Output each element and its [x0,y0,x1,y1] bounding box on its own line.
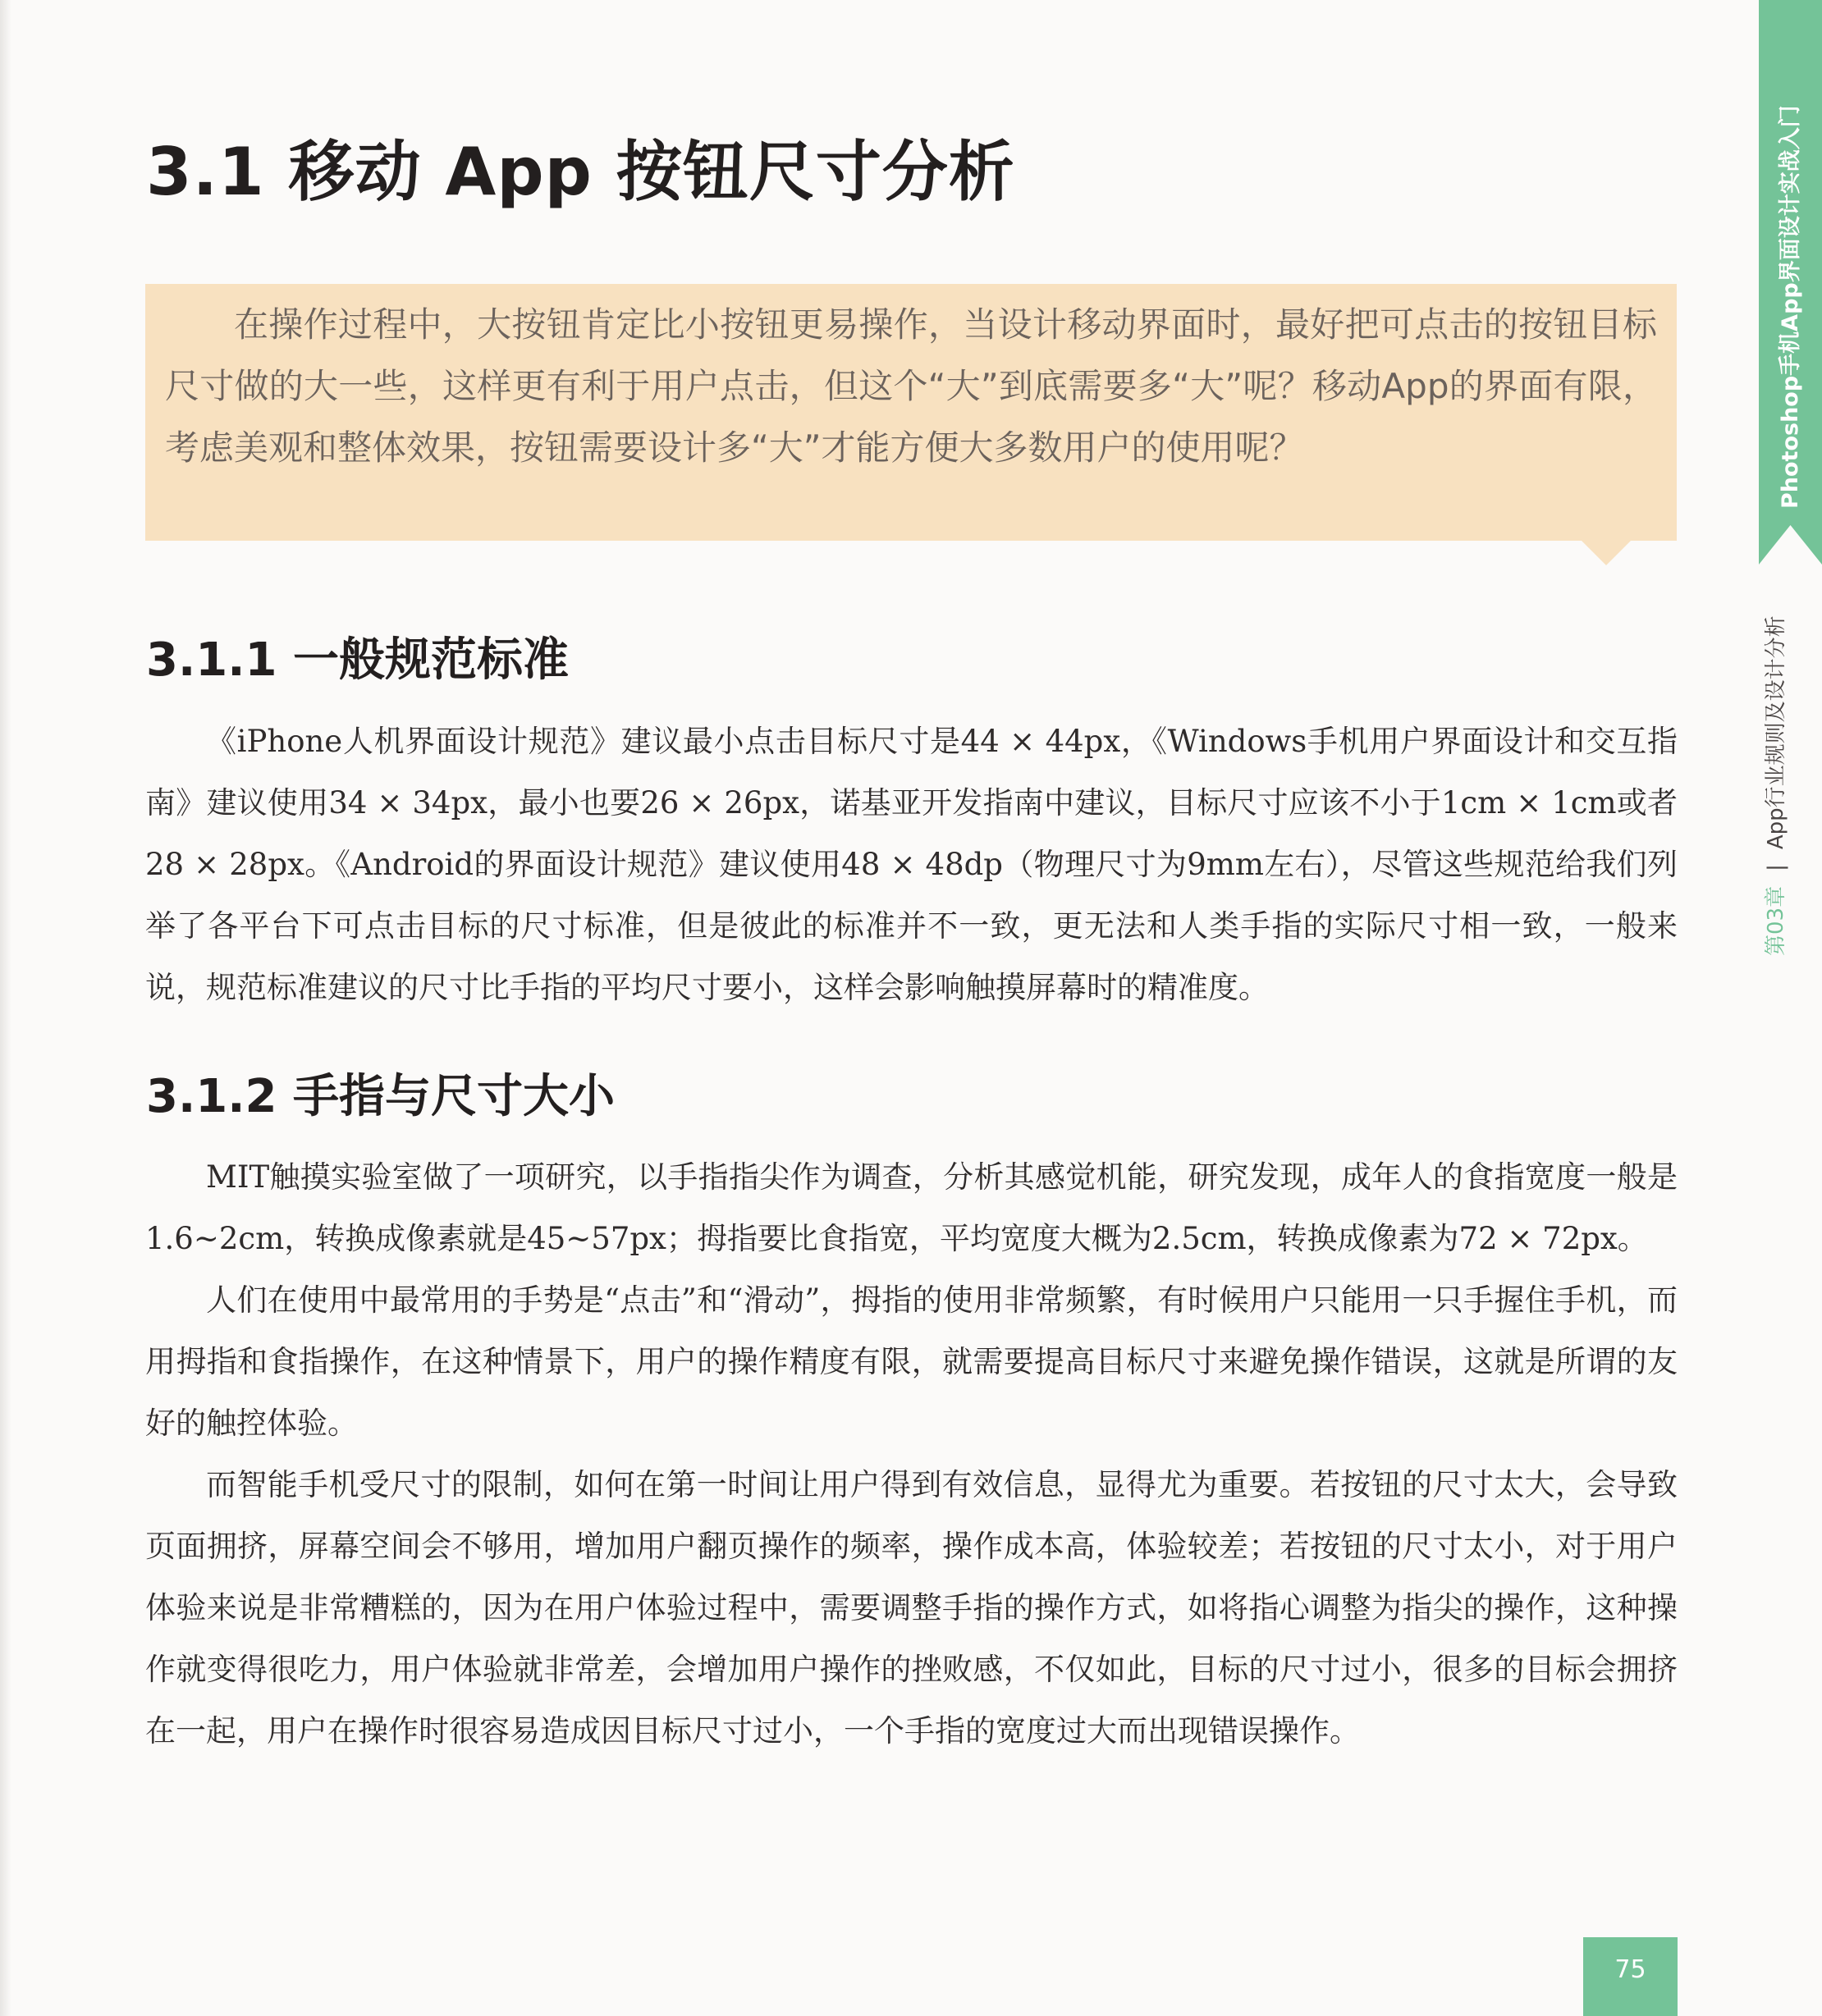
chapter-label [1760,615,1792,956]
page-number: 75 [1583,1937,1678,2016]
chapter-separator: | [1764,864,1788,871]
intro-callout [145,284,1677,541]
paragraph: 而智能手机受尺寸的限制，如何在第一时间让用户得到有效信息，显得尤为重要。若按钮的尺寸太大，会导致页面拥挤，屏幕空间会不够用，增加用户翻页操作的频率，操作成本高，体验较差；若按钮的尺寸太小，对于用户体验来说是非常糟糕的，因为在用户体验过程中，需要调整手指的操作方式，如将指心调整为指尖的操作，这种操作就变得很吃力，用户体验就非常差，会增加用户操作的挫败感，不仅如此，目标的尺寸过小，很多的目标会拥挤在一起，用户在操作时很容易造成因目标尺寸过小，一个手指的宽度过大而出现错误操作。 [145,1467,1678,1749]
section-body-finger-size [145,1146,1678,1762]
paragraph: 人们在使用中最常用的手势是“点击”和“滑动”，拇指的使用非常频繁，有时候用户只能用一只手握住手机，而用拇指和食指操作，在这种情景下，用户的操作精度有限，就需要提高目标尺寸来避免操作错误，这就是所谓的友好的触控体验。 [145,1282,1678,1441]
paragraph: 《iPhone人机界面设计规范》建议最小点击目标尺寸是44 × 44px，《Windows手机用户界面设计和交互指南》建议使用34 × 34px，最小也要26 × 26px，诺基亚开发指南中建议，目标尺寸应该不小于1cm × 1cm或者28 × 28px。《Android的界面设计规范》建议使用48 × 48dp（物理尺寸为9mm左右），尽管这些规范给我们列举了各平台下可点击目标的尺寸标准，但是彼此的标准并不一致，更无法和人类手指的实际尺寸相一致，一般来说，规范标准建议的尺寸比手指的平均尺寸要小，这样会影响触摸屏幕时的精准度。 [145,724,1678,1005]
section-body-general-standards [145,711,1678,1018]
chapter-title: App行业规则及设计分析 [1764,615,1788,850]
chapter-number: 第03章 [1764,885,1788,956]
page-gutter [0,0,11,2016]
section-heading-general-standards: 3.1.1 一般规范标准 [146,633,569,687]
page-title: 3.1 移动 App 按钮尺寸分析 [146,134,1015,210]
intro-text: 在操作过程中，大按钮肯定比小按钮更易操作，当设计移动界面时，最好把可点击的按钮目标尺寸做的大一些，这样更有利于用户点击，但这个“大”到底需要多“大”呢？移动App的界面有限，考虑美观和整体效果，按钮需要设计多“大”才能方便大多数用户的使用呢？ [165,304,1657,468]
book-title: Photoshop手机App界面设计实战入门 [1778,105,1803,509]
section-heading-finger-size: 3.1.2 手指与尺寸大小 [146,1070,615,1123]
paragraph: MIT触摸实验室做了一项研究，以手指指尖作为调查，分析其感觉机能，研究发现，成年人的食指宽度一般是1.6~2cm，转换成像素就是45~57px；拇指要比食指宽，平均宽度大概为2.5cm，转换成像素为72 × 72px。 [145,1159,1678,1256]
